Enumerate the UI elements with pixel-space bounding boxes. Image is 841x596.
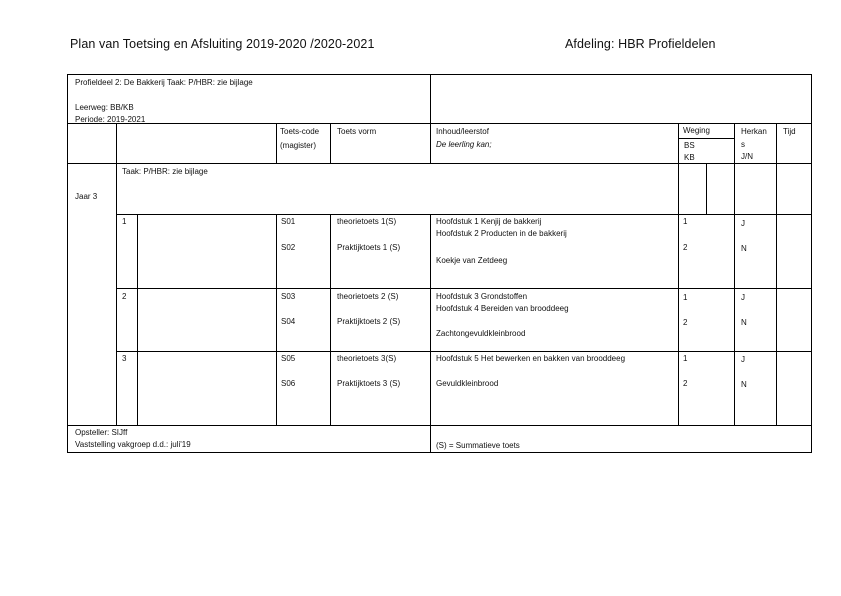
weging-value: 2	[683, 243, 688, 252]
col-bs-kb-divider	[706, 163, 707, 214]
herkans-value: N	[741, 244, 747, 253]
herkans-value: N	[741, 318, 747, 327]
toets-code: S02	[281, 243, 296, 252]
toets-vorm: Praktijktoets 2 (S)	[337, 317, 401, 326]
col-code-divider	[276, 214, 277, 425]
weging-value: 1	[683, 293, 688, 302]
toets-vorm: theorietoets 3(S)	[337, 354, 397, 363]
toets-code: S03	[281, 292, 296, 301]
toets-code: S05	[281, 354, 296, 363]
inhoud-line: Koekje van Zetdeeg	[436, 256, 508, 265]
col-header-leerling: De leerling kan;	[436, 140, 492, 149]
toets-vorm: Praktijktoets 3 (S)	[337, 379, 401, 388]
col-weging-divider	[678, 123, 679, 425]
inhoud-line: Hoofdstuk 1 Kenjij de bakkerij	[436, 217, 542, 226]
herkans-value: J	[741, 219, 745, 228]
department-title: Afdeling: HBR Profieldelen	[565, 37, 716, 51]
col-header-toets-code: Toets-code	[280, 127, 320, 136]
table-border-top	[67, 74, 812, 75]
toets-vorm: Praktijktoets 1 (S)	[337, 243, 401, 252]
table-border-bottom	[67, 452, 812, 453]
col-header-toets-vorm: Toets vorm	[337, 127, 377, 136]
page-title: Plan van Toetsing en Afsluiting 2019-2020 /2020-2021	[70, 37, 375, 51]
table-border-right	[811, 74, 812, 453]
col-code-divider-head	[276, 123, 277, 163]
inhoud-line: Gevuldkleinbrood	[436, 379, 499, 388]
col-header-magister: (magister)	[280, 141, 317, 150]
col-header-jn: J/N	[741, 152, 753, 161]
legend-text: (S) = Summatieve toets	[436, 441, 520, 450]
inhoud-line: Hoofdstuk 3 Grondstoffen	[436, 292, 528, 301]
taak-text: Taak: P/HBR: zie bijlage	[122, 167, 208, 176]
period-2-bottom	[116, 351, 812, 352]
taak-bottom	[116, 214, 812, 215]
opsteller-text: Opsteller: SIJff	[75, 428, 128, 437]
toets-vorm: theorietoets 2 (S)	[337, 292, 399, 301]
header-divider	[67, 123, 812, 124]
toets-vorm: theorietoets 1(S)	[337, 217, 397, 226]
periode-text: Periode: 2019-2021	[75, 115, 146, 124]
col-herkans-divider	[734, 123, 735, 425]
col-nr-divider	[137, 214, 138, 425]
period-number: 1	[122, 217, 127, 226]
col-vorm-divider-head	[330, 123, 331, 163]
table-border-left	[67, 74, 68, 453]
inhoud-line: Hoofdstuk 2 Producten in de bakkerij	[436, 229, 567, 238]
herkans-value: J	[741, 355, 745, 364]
weging-value: 1	[683, 217, 688, 226]
col-jaar-divider	[116, 123, 117, 425]
inhoud-line: Hoofdstuk 5 Het bewerken en bakken van brooddeeg	[436, 354, 626, 363]
profieldeel-text: Profieldeel 2: De Bakkerij Taak: P/HBR: zie bijlage	[75, 78, 253, 87]
weging-value: 1	[683, 354, 688, 363]
col-header-tijd: Tijd	[783, 127, 796, 136]
col-header-weging: Weging	[683, 126, 710, 135]
weging-value: 2	[683, 318, 688, 327]
period-number: 2	[122, 292, 127, 301]
vaststelling-text: Vaststelling vakgroep d.d.: juli'19	[75, 440, 191, 449]
col-header-inhoud: Inhoud/leerstof	[436, 127, 489, 136]
toets-code: S06	[281, 379, 296, 388]
herkans-value: N	[741, 380, 747, 389]
col-header-bs: BS	[684, 141, 695, 150]
col-header-herkans: Herkan	[741, 127, 767, 136]
period-1-bottom	[116, 288, 812, 289]
col-inhoud-divider	[430, 214, 431, 453]
columns-bottom	[67, 163, 812, 164]
period-3-bottom	[67, 425, 812, 426]
inhoud-line: Hoofdstuk 4 Bereiden van brooddeeg	[436, 304, 569, 313]
leerweg-text: Leerweg: BB/KB	[75, 103, 134, 112]
weging-divider	[678, 138, 734, 139]
col-header-herkans-s: s	[741, 140, 745, 149]
inhoud-line: Zachtongevuldkleinbrood	[436, 329, 526, 338]
col-header-kb: KB	[684, 153, 695, 162]
col-tijd-divider	[776, 123, 777, 425]
toets-code: S04	[281, 317, 296, 326]
herkans-value: J	[741, 293, 745, 302]
jaar-label: Jaar 3	[75, 192, 98, 201]
toets-code: S01	[281, 217, 296, 226]
weging-value: 2	[683, 379, 688, 388]
info-divider	[430, 74, 431, 164]
period-number: 3	[122, 354, 127, 363]
col-vorm-divider	[330, 214, 331, 425]
